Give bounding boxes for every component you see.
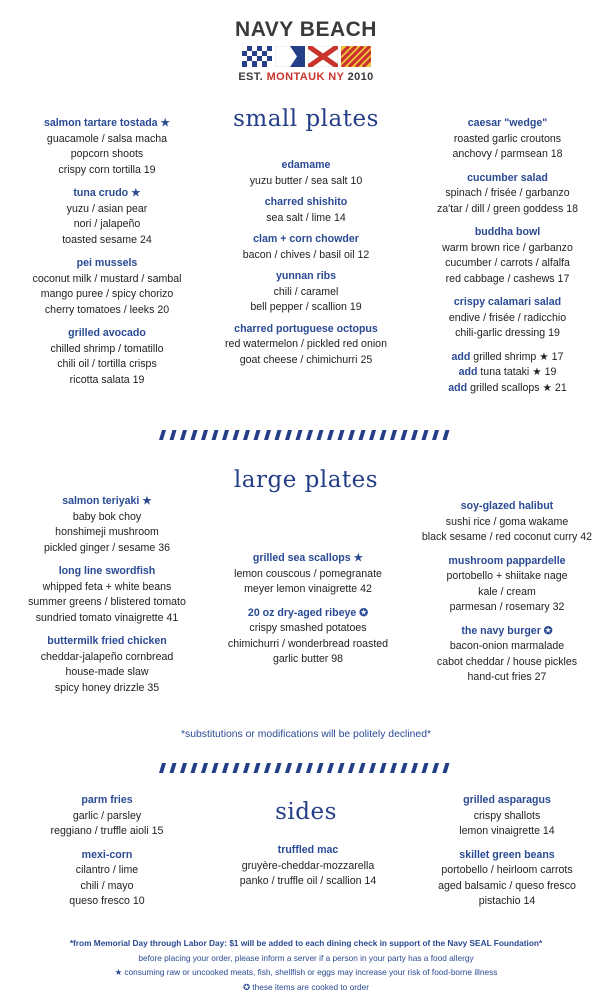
menu-item xyxy=(202,322,410,369)
item-description: cheddar-jalapeño cornbread xyxy=(40,650,174,663)
menu-item xyxy=(410,225,605,287)
add-ons xyxy=(410,350,605,397)
rope-dash xyxy=(359,430,366,440)
menu-item xyxy=(10,848,204,910)
item-description: portobello / heirloom carrots xyxy=(441,864,573,876)
item-description: red watermelon / pickled red onion xyxy=(225,338,387,350)
item-name: buttermilk fried chicken xyxy=(47,635,167,647)
menu-item xyxy=(8,634,206,696)
menu-item xyxy=(410,171,605,218)
rope-dash xyxy=(411,430,418,440)
menu-item xyxy=(202,195,410,226)
item-description: sushi rice / goma wakame xyxy=(445,515,569,528)
rope-dash xyxy=(243,763,250,773)
menu-item xyxy=(12,186,202,248)
item-description: queso fresco 10 xyxy=(69,895,145,907)
item-description: coconut milk / mustard / sambal xyxy=(32,272,182,285)
menu-item xyxy=(204,843,412,890)
menu-footer xyxy=(0,936,612,994)
rope-dash xyxy=(296,763,303,773)
menu-item xyxy=(202,269,410,316)
rope-dash xyxy=(170,430,177,440)
rope-dash xyxy=(243,430,250,440)
rope-dash xyxy=(432,763,439,773)
item-description: red cabbage / cashews 17 xyxy=(445,272,570,285)
item-description: spicy honey drizzle 35 xyxy=(54,681,160,694)
item-description: za'tar / dill / green goddess 18 xyxy=(436,202,578,215)
item-description: yuzu / asian pear xyxy=(66,202,148,215)
item-description: toasted sesame 24 xyxy=(62,233,152,246)
menu-item xyxy=(204,606,412,668)
item-description: yuzu butter / sea salt 10 xyxy=(249,174,363,187)
large-plates-center-column xyxy=(204,551,412,676)
item-description: garlic butter 98 xyxy=(272,653,344,665)
item-description: bell pepper / scallion 19 xyxy=(250,301,362,313)
rope-dash xyxy=(369,430,376,440)
menu-item xyxy=(12,116,202,178)
large-plates-title: large plates xyxy=(233,467,379,493)
rope-divider-icon xyxy=(157,762,455,774)
item-description: sundried tomato vinaigrette 41 xyxy=(35,611,179,624)
item-name: buddha bowl xyxy=(474,226,541,238)
rope-dash xyxy=(180,763,187,773)
add-label: add xyxy=(451,350,471,363)
item-name: mexi-corn xyxy=(81,848,133,861)
rope-dash xyxy=(180,430,187,440)
item-description: mango puree / spicy chorizo xyxy=(40,288,174,300)
rope-divider-icon xyxy=(157,429,455,441)
rope-dash xyxy=(369,763,376,773)
checkered-flag-icon xyxy=(242,46,272,67)
rope-dash xyxy=(306,430,313,440)
rope-dash xyxy=(443,763,450,773)
rope-dash xyxy=(233,763,240,773)
seal-foundation-note: *from Memorial Day through Labor Day: $1 will be added to each dining check in support of the Navy SEAL Foundation* xyxy=(69,938,543,948)
item-description: crispy shallots xyxy=(473,809,541,822)
item-name: cucumber salad xyxy=(467,171,548,184)
rope-dash xyxy=(443,430,450,440)
item-description: baby bok choy xyxy=(72,510,142,523)
item-description: cucumber / carrots / alfalfa xyxy=(445,257,570,269)
add-on-line xyxy=(410,350,605,366)
rope-dash xyxy=(390,763,397,773)
item-description: parmesan / rosemary 32 xyxy=(449,601,565,613)
rope-dash xyxy=(275,763,282,773)
item-description: pickled ginger / sesame 36 xyxy=(43,541,171,554)
item-name: skillet green beans xyxy=(459,848,555,861)
menu-item xyxy=(202,232,410,263)
allergy-note: before placing your order, please inform a server if a person in your party has a food allergy xyxy=(138,952,474,963)
item-description: bacon-onion marmalade xyxy=(449,640,565,652)
item-name: soy-glazed halibut xyxy=(460,500,554,512)
rope-dash xyxy=(191,763,198,773)
rope-dash xyxy=(390,430,397,440)
est-prefix: EST. xyxy=(238,71,267,83)
item-name: caesar "wedge" xyxy=(467,117,548,129)
established-line xyxy=(0,71,612,83)
item-description: anchovy / parmsean 18 xyxy=(452,148,563,160)
add-on-line xyxy=(410,365,605,381)
rope-dash xyxy=(422,430,429,440)
item-description: crispy corn tortilla 19 xyxy=(58,163,156,176)
menu-item xyxy=(410,295,605,342)
item-description: cilantro / lime xyxy=(75,864,139,876)
raw-food-warning: ★ consuming raw or uncooked meats, fish, shellfish or eggs may increase your risk of food-borne illness xyxy=(114,967,498,978)
item-description: crispy smashed potatoes xyxy=(249,622,367,634)
add-on-text: tuna tataki ★ 19 xyxy=(477,366,557,378)
menu-item xyxy=(8,564,206,626)
menu-item xyxy=(405,624,609,686)
rope-divider xyxy=(0,761,612,779)
restaurant-name: NAVY BEACH xyxy=(235,18,377,41)
menu-item xyxy=(405,554,609,616)
add-label: add xyxy=(448,381,468,394)
item-description: whipped feta + white beans xyxy=(42,580,172,593)
rope-dash xyxy=(285,763,292,773)
item-description: pistachio 14 xyxy=(478,895,536,907)
item-name: mushroom pappardelle xyxy=(448,554,566,567)
item-name: salmon tartare tostada ★ xyxy=(43,117,171,129)
rope-dash xyxy=(306,763,313,773)
item-description: ricotta salata 19 xyxy=(69,373,145,386)
item-name: grilled sea scallops ★ xyxy=(252,552,364,564)
rope-dash xyxy=(201,763,208,773)
substitution-note: *substitutions or modifications will be politely declined* xyxy=(180,729,432,740)
menu-item xyxy=(8,494,206,556)
item-description: panko / truffle oil / scallion 14 xyxy=(239,875,377,887)
rope-dash xyxy=(348,763,355,773)
item-name: 20 oz dry-aged ribeye ✪ xyxy=(247,606,369,619)
item-description: sea salt / lime 14 xyxy=(266,211,346,224)
item-name: salmon teriyaki ★ xyxy=(62,495,152,507)
rope-dash xyxy=(159,763,166,773)
item-description: popcorn shoots xyxy=(70,148,144,160)
rope-dash xyxy=(170,763,177,773)
white-blue-flag-icon xyxy=(275,46,305,67)
rope-dash xyxy=(380,763,387,773)
item-name: grilled asparagus xyxy=(463,794,551,806)
rope-dash xyxy=(327,430,334,440)
add-label: add xyxy=(458,366,478,378)
item-description: honshimeji mushroom xyxy=(55,526,159,538)
item-description: chili oil / tortilla crisps xyxy=(57,358,157,370)
item-name: yunnan ribs xyxy=(275,270,337,282)
item-description: spinach / frisée / garbanzo xyxy=(445,187,570,199)
rope-dash xyxy=(401,430,408,440)
menu-item xyxy=(202,158,410,189)
item-description: hand-cut fries 27 xyxy=(467,671,547,683)
menu-item xyxy=(405,848,609,910)
add-on-text: grilled scallops ★ 21 xyxy=(467,381,567,394)
rope-dash xyxy=(212,430,219,440)
rope-dash xyxy=(317,430,324,440)
item-description: chilled shrimp / tomatillo xyxy=(50,342,164,355)
rope-dash xyxy=(201,430,208,440)
item-name: crispy calamari salad xyxy=(453,296,562,308)
diagonal-stripe-flag-icon xyxy=(341,46,371,67)
rope-dash xyxy=(275,430,282,440)
item-description: meyer lemon vinaigrette 42 xyxy=(244,583,372,595)
rope-dash xyxy=(264,763,271,773)
menu-item xyxy=(405,793,609,840)
item-description: house-made slaw xyxy=(65,666,149,678)
est-place: MONTAUK NY xyxy=(266,71,345,83)
item-name: parm fries xyxy=(81,794,133,806)
item-description: summer greens / blistered tomato xyxy=(28,596,186,608)
item-description: warm brown rice / garbanzo xyxy=(442,241,573,254)
item-name: grilled avocado xyxy=(68,327,146,339)
rope-dash xyxy=(264,430,271,440)
item-description: guacamole / salsa macha xyxy=(46,132,168,145)
item-description: cherry tomatoes / leeks 20 xyxy=(44,303,170,316)
item-description: garlic / parsley xyxy=(72,809,142,822)
item-description: portobello + shiitake nage xyxy=(446,570,568,582)
item-name: pei mussels xyxy=(76,257,138,269)
menu-item xyxy=(12,256,202,318)
item-name: clam + corn chowder xyxy=(253,233,359,245)
rope-dash xyxy=(411,763,418,773)
small-plates-title: small plates xyxy=(233,106,379,132)
add-on-text: grilled shrimp ★ 17 xyxy=(470,350,564,363)
rope-dash xyxy=(222,430,229,440)
restaurant-logo xyxy=(0,18,612,83)
item-description: lemon vinaigrette 14 xyxy=(459,825,555,837)
sides-center-column xyxy=(204,843,412,898)
rope-dash xyxy=(222,763,229,773)
item-description: endive / frisée / radicchio xyxy=(448,311,567,324)
rope-dash xyxy=(432,430,439,440)
menu-item xyxy=(410,116,605,163)
sides-right-column xyxy=(405,793,609,918)
rope-dash xyxy=(254,430,261,440)
rope-dash xyxy=(359,763,366,773)
item-description: black sesame / red coconut curry 42 xyxy=(421,531,593,543)
menu-item xyxy=(12,326,202,388)
rope-dash xyxy=(212,763,219,773)
rope-divider xyxy=(0,428,612,446)
menu-item xyxy=(204,551,412,598)
item-description: bacon / chives / basil oil 12 xyxy=(242,248,370,261)
item-name: truffled mac xyxy=(277,844,339,856)
large-plates-left-column xyxy=(8,494,206,704)
item-name: tuna crudo ★ xyxy=(73,187,141,199)
item-name: edamame xyxy=(281,159,331,171)
est-year: 2010 xyxy=(344,71,374,83)
item-name: charred portuguese octopus xyxy=(234,322,378,335)
small-plates-right-column xyxy=(410,116,605,404)
item-description: kale / cream xyxy=(478,585,536,598)
small-plates-left-column xyxy=(12,116,202,396)
item-description: nori / jalapeño xyxy=(73,218,141,230)
small-plates-center-column xyxy=(202,158,410,376)
item-description: aged balsamic / queso fresco xyxy=(438,879,576,892)
item-description: gruyère-cheddar-mozzarella xyxy=(241,859,375,872)
rope-dash xyxy=(296,430,303,440)
rope-dash xyxy=(317,763,324,773)
rope-dash xyxy=(401,763,408,773)
rope-dash xyxy=(233,430,240,440)
cooked-to-order-note: ✪ these items are cooked to order xyxy=(243,981,369,992)
rope-dash xyxy=(159,430,166,440)
rope-dash xyxy=(338,430,345,440)
red-saltire-flag-icon xyxy=(308,46,338,67)
item-name: the navy burger ✪ xyxy=(461,624,553,637)
large-plates-right-column xyxy=(405,499,609,694)
item-description: chili / caramel xyxy=(273,285,339,298)
item-description: roasted garlic croutons xyxy=(453,132,562,145)
rope-dash xyxy=(380,430,387,440)
rope-dash xyxy=(338,763,345,773)
item-description: cabot cheddar / house pickles xyxy=(436,655,578,668)
rope-dash xyxy=(422,763,429,773)
signal-flags-icon xyxy=(0,46,612,67)
rope-dash xyxy=(285,430,292,440)
item-description: chili-garlic dressing 19 xyxy=(455,327,560,339)
item-name: long line swordfish xyxy=(58,565,156,577)
item-name: charred shishito xyxy=(264,196,348,208)
rope-dash xyxy=(191,430,198,440)
rope-dash xyxy=(254,763,261,773)
sides-left-column xyxy=(10,793,204,918)
rope-dash xyxy=(327,763,334,773)
item-description: chimichurri / wonderbread roasted xyxy=(227,637,389,650)
item-description: reggiano / truffle aioli 15 xyxy=(50,825,164,837)
menu-item xyxy=(10,793,204,840)
item-description: chili / mayo xyxy=(80,879,134,892)
sides-title: sides xyxy=(275,799,337,825)
menu-item xyxy=(405,499,609,546)
rope-dash xyxy=(348,430,355,440)
item-description: lemon couscous / pomegranate xyxy=(234,567,382,580)
add-on-line xyxy=(410,381,605,397)
item-description: goat cheese / chimichurri 25 xyxy=(239,353,373,366)
